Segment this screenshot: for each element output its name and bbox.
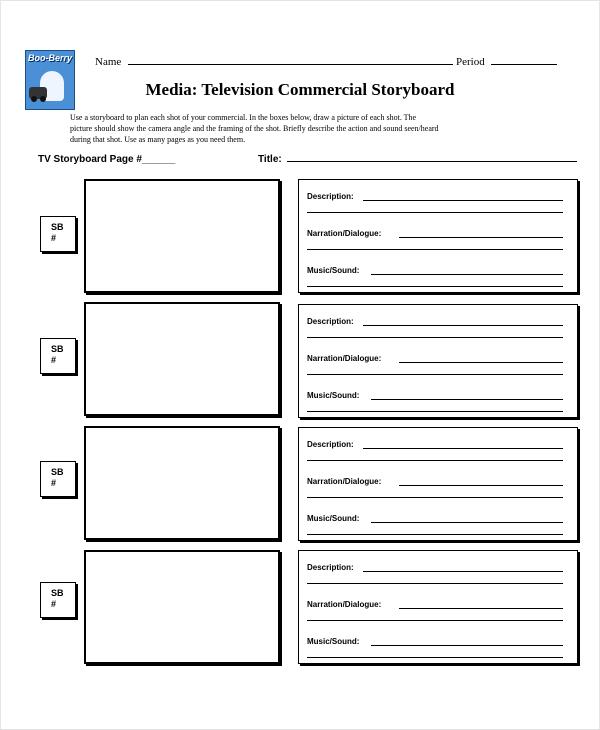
instructions-line: during that shot. Use as many pages as you need them.	[70, 135, 246, 144]
sb-label: SB	[51, 344, 64, 354]
shot-description-box[interactable]	[298, 427, 578, 541]
music-line[interactable]	[307, 286, 563, 287]
sb-label: SB	[51, 588, 64, 598]
sb-hash: #	[51, 599, 57, 609]
description-label: Description:	[307, 440, 354, 449]
music-line[interactable]	[371, 645, 563, 646]
period-line[interactable]	[491, 64, 557, 65]
music-line[interactable]	[307, 534, 563, 535]
period-field[interactable]	[456, 56, 557, 68]
title-field[interactable]	[258, 154, 577, 165]
sb-label: SB	[51, 222, 64, 232]
description-label: Description:	[307, 563, 354, 572]
description-label: Description:	[307, 192, 354, 201]
sketch-frame[interactable]	[84, 426, 280, 540]
music-line[interactable]	[371, 274, 563, 275]
description-line[interactable]	[307, 337, 563, 338]
sketch-frame[interactable]	[84, 550, 280, 664]
description-line[interactable]	[307, 460, 563, 461]
narration-line[interactable]	[307, 620, 563, 621]
instructions-line: picture should show the camera angle and the framing of the shot. Briefly describe the action and sound seen/heard	[70, 124, 439, 133]
narration-label: Narration/Dialogue:	[307, 229, 382, 238]
shot-description-box[interactable]	[298, 304, 578, 418]
music-label: Music/Sound:	[307, 266, 360, 275]
music-label: Music/Sound:	[307, 514, 360, 523]
narration-line[interactable]	[307, 374, 563, 375]
name-label: Name	[95, 56, 122, 68]
instructions	[70, 112, 560, 145]
narration-line[interactable]	[399, 362, 563, 363]
narration-line[interactable]	[399, 485, 563, 486]
sb-number-box[interactable]	[40, 338, 76, 374]
music-label: Music/Sound:	[307, 637, 360, 646]
description-line[interactable]	[363, 325, 563, 326]
sb-number-box[interactable]	[40, 582, 76, 618]
sb-number-box[interactable]	[40, 461, 76, 497]
title-line[interactable]	[287, 161, 577, 162]
narration-line[interactable]	[307, 249, 563, 250]
description-label: Description:	[307, 317, 354, 326]
music-line[interactable]	[371, 399, 563, 400]
description-line[interactable]	[363, 571, 563, 572]
music-line[interactable]	[307, 657, 563, 658]
description-line[interactable]	[307, 583, 563, 584]
narration-label: Narration/Dialogue:	[307, 477, 382, 486]
narration-line[interactable]	[399, 608, 563, 609]
narration-line[interactable]	[399, 237, 563, 238]
instructions-line: Use a storyboard to plan each shot of your commercial. In the boxes below, draw a picture of each shot. The	[70, 113, 417, 122]
title-label: Title:	[258, 154, 282, 165]
period-label: Period	[456, 56, 485, 68]
description-line[interactable]	[363, 200, 563, 201]
logo-brand-text: Boo-Berry	[27, 53, 72, 63]
storyboard-page-number-field[interactable]: TV Storyboard Page #______	[38, 154, 176, 165]
name-line[interactable]	[128, 64, 453, 65]
page-title: Media: Television Commercial Storyboard	[145, 80, 455, 99]
sb-hash: #	[51, 478, 57, 488]
sb-hash: #	[51, 233, 57, 243]
music-label: Music/Sound:	[307, 391, 360, 400]
shot-description-box[interactable]	[298, 550, 578, 664]
name-field[interactable]	[95, 56, 453, 68]
sb-hash: #	[51, 355, 57, 365]
shot-description-box[interactable]	[298, 179, 578, 293]
narration-label: Narration/Dialogue:	[307, 600, 382, 609]
description-line[interactable]	[363, 448, 563, 449]
sketch-frame[interactable]	[84, 302, 280, 416]
sb-label: SB	[51, 467, 64, 477]
music-line[interactable]	[307, 411, 563, 412]
narration-label: Narration/Dialogue:	[307, 354, 382, 363]
sb-number-box[interactable]	[40, 216, 76, 252]
sketch-frame[interactable]	[84, 179, 280, 293]
description-line[interactable]	[307, 212, 563, 213]
music-line[interactable]	[371, 522, 563, 523]
narration-line[interactable]	[307, 497, 563, 498]
